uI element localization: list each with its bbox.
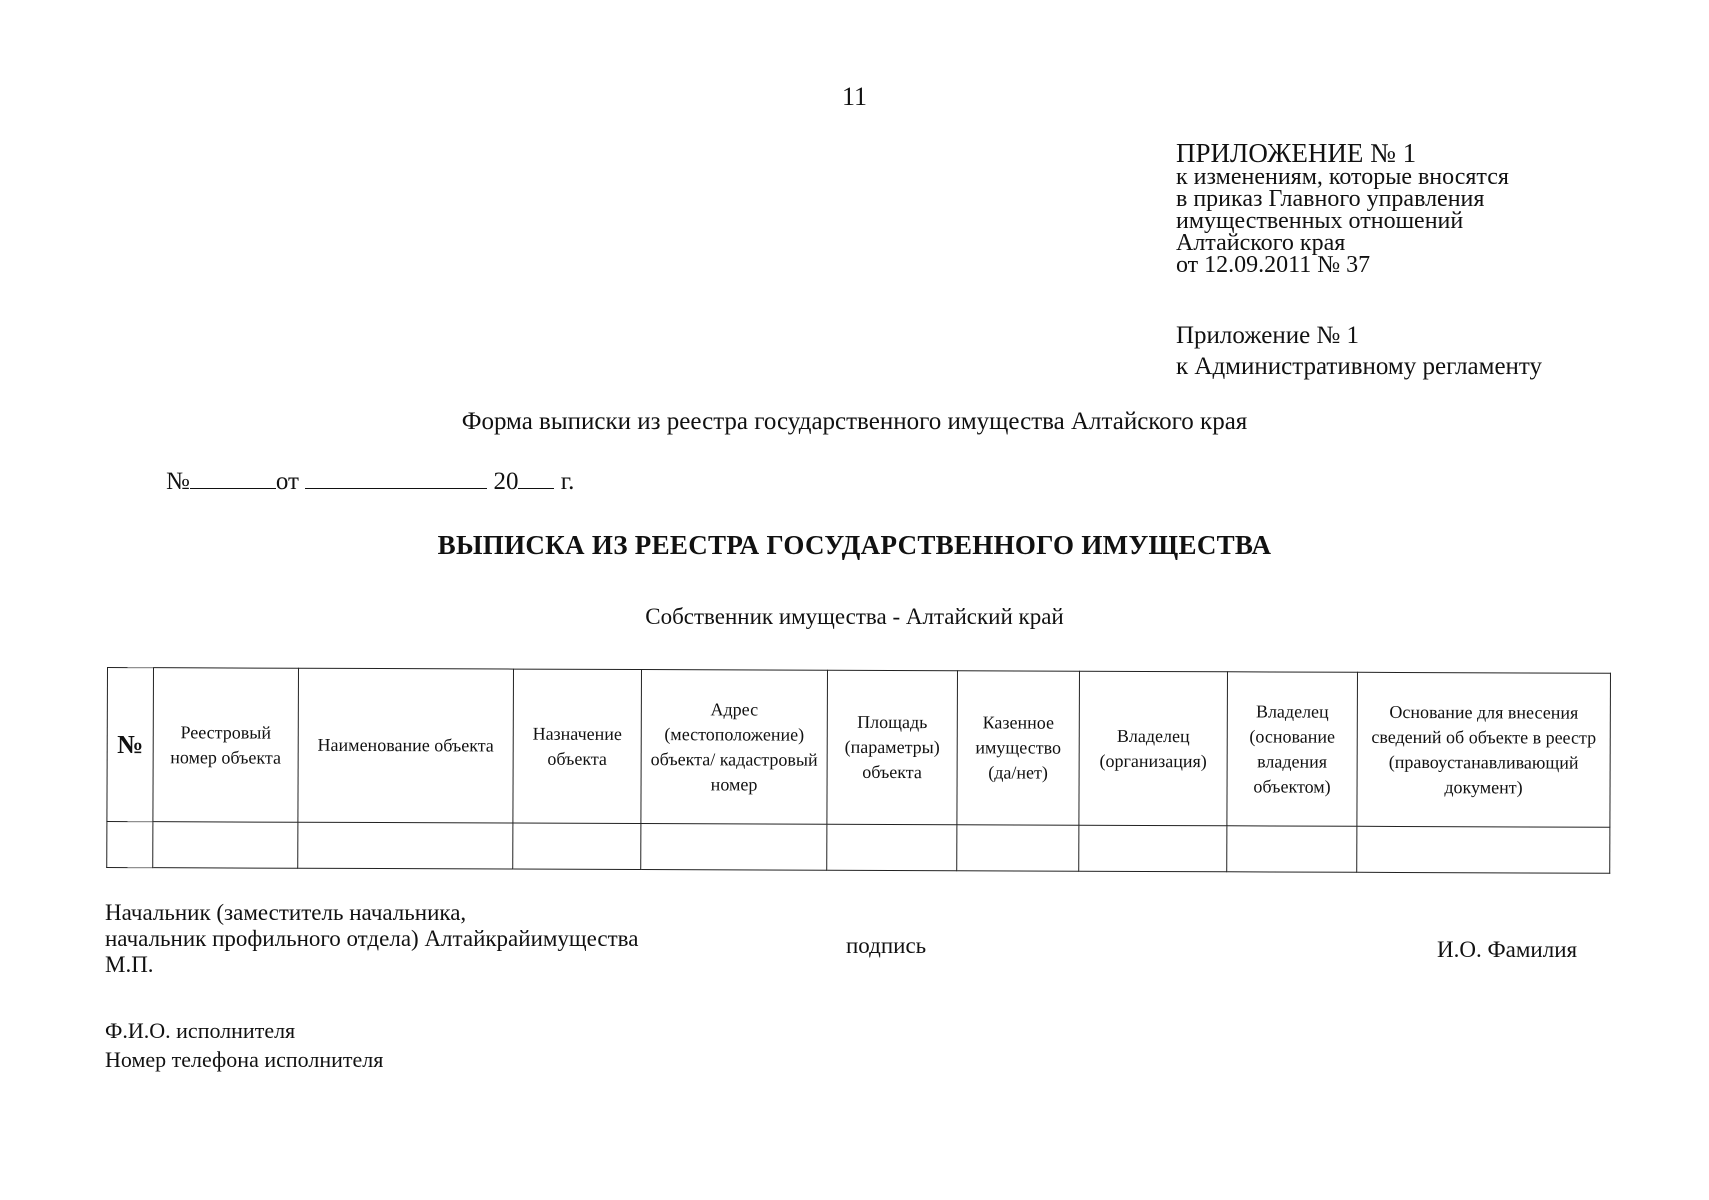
table-row bbox=[107, 822, 1610, 874]
table-cell bbox=[1079, 825, 1227, 871]
header-cell-area: Площадь (параметры) объекта bbox=[827, 670, 958, 825]
appendix-title: ПРИЛОЖЕНИЕ № 1 bbox=[1176, 138, 1417, 168]
main-title: ВЫПИСКА ИЗ РЕЕСТРА ГОСУДАРСТВЕННОГО ИМУЩЕСТВА bbox=[437, 530, 1272, 560]
table-header-row bbox=[107, 668, 1611, 828]
header-cell-registry-basis: Основание для внесения сведений об объекте в реестр (правоустанавливающий документ) bbox=[1357, 672, 1611, 827]
appendix-2-title: Приложение № 1 bbox=[1176, 322, 1360, 349]
executor-phone-label: Номер телефона исполнителя bbox=[105, 1047, 384, 1072]
appendix-2-line: к Административному регламенту bbox=[1176, 353, 1543, 380]
page-number: 11 bbox=[841, 82, 868, 111]
owner-line: Собственник имущества - Алтайский край bbox=[645, 604, 1064, 629]
number-date-line bbox=[166, 466, 574, 496]
appendix-line: в приказ Главного управления bbox=[1176, 186, 1485, 212]
date-blank bbox=[305, 466, 487, 489]
table-cell bbox=[513, 823, 641, 869]
year-prefix: 20 bbox=[493, 468, 519, 495]
appendix-line: от 12.09.2011 № 37 bbox=[1176, 252, 1371, 278]
table-cell bbox=[153, 822, 298, 868]
name-label: И.О. Фамилия bbox=[1437, 937, 1578, 962]
number-blank bbox=[190, 466, 276, 489]
appendix-line: к изменениям, которые вносятся bbox=[1176, 164, 1509, 190]
table-cell bbox=[957, 825, 1079, 871]
number-sign: № bbox=[166, 468, 190, 495]
table-cell bbox=[641, 824, 827, 871]
header-cell-address: Адрес (местоположение) объекта/ кадастровый номер bbox=[641, 670, 828, 825]
header-cell-number: № bbox=[107, 668, 154, 822]
signer-line: начальник профильного отдела) Алтайкрайимущества bbox=[105, 926, 639, 951]
year-suffix: г. bbox=[560, 468, 575, 495]
table-cell bbox=[827, 824, 957, 870]
register-table bbox=[106, 667, 1611, 874]
seal-label: М.П. bbox=[105, 952, 154, 977]
header-cell-object-name: Наименование объекта bbox=[298, 668, 514, 823]
signer-block bbox=[105, 900, 638, 978]
header-cell-purpose: Назначение объекта bbox=[513, 669, 642, 824]
signature-label: подпись bbox=[846, 933, 927, 958]
appendix-block-2 bbox=[1176, 320, 1542, 382]
header-cell-registry-number: Реестровый номер объекта bbox=[153, 668, 299, 823]
header-cell-owner-organization: Владелец (организация) bbox=[1079, 671, 1228, 826]
executor-block bbox=[105, 1016, 383, 1074]
header-cell-owner-basis: Владелец (основание владения объектом) bbox=[1227, 672, 1358, 827]
table-cell bbox=[107, 822, 153, 868]
year-blank bbox=[518, 466, 554, 489]
from-label: от bbox=[275, 468, 299, 495]
executor-name-label: Ф.И.О. исполнителя bbox=[105, 1018, 296, 1043]
table-cell bbox=[1357, 826, 1610, 873]
form-title: Форма выписки из реестра государственного имущества Алтайского края bbox=[461, 408, 1248, 435]
table-cell bbox=[298, 822, 513, 869]
header-cell-treasury-property: Казенное имущество (да/нет) bbox=[957, 671, 1080, 826]
appendix-line: Алтайского края bbox=[1176, 230, 1346, 256]
appendix-line: имущественных отношений bbox=[1176, 208, 1464, 234]
table-cell bbox=[1227, 826, 1357, 872]
appendix-block bbox=[1176, 140, 1509, 276]
signer-line: Начальник (заместитель начальника, bbox=[105, 900, 467, 925]
